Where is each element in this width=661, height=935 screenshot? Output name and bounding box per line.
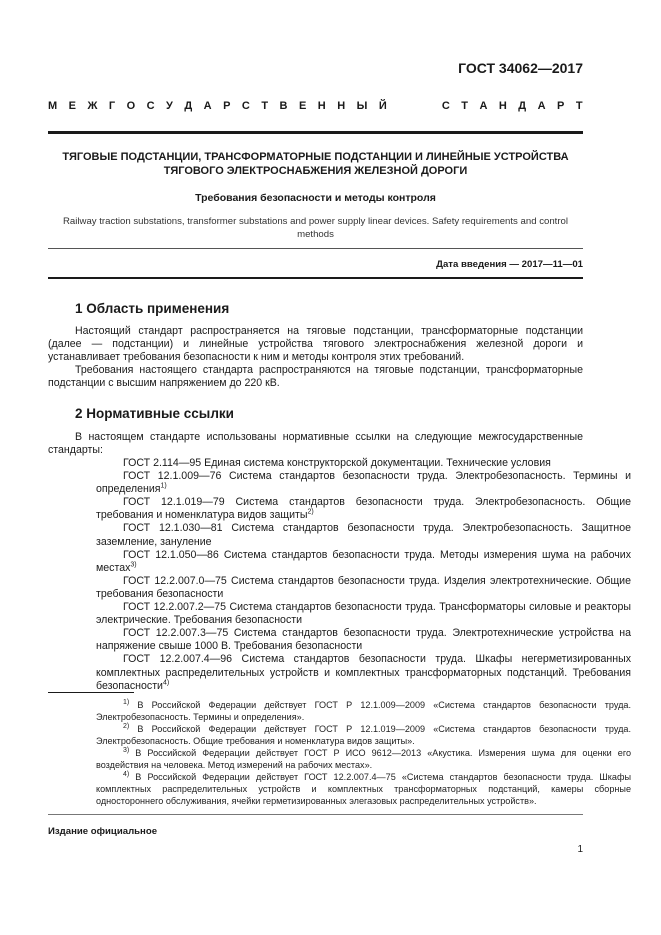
footer-rule <box>48 814 583 815</box>
interstate-letter: А <box>537 100 546 112</box>
title-rule <box>48 248 583 249</box>
footnote-1: $^{1)}$ В Российской Федерации действует ГОСТ Р 12.1.009—2009 «Система стандартов безопасности труда. Электробезопасность. Термины и определения». <box>96 698 631 722</box>
interstate-letter: Н <box>337 100 346 112</box>
reference-item: ГОСТ 12.2.007.3—75 Система стандартов безопасности труда. Электротехнические устройства на напряжение свыше 1000 В. Требования безопасности <box>96 627 631 653</box>
section-2-heading: 2 Нормативные ссылки <box>75 406 234 421</box>
interstate-letter: Т <box>461 100 468 112</box>
section-1-paragraph-1: Настоящий стандарт распространяется на тяговые подстанции, трансформаторные подстанции (далее — подстанции) и линейные устройства тягового электроснабжения железной дороги и устанавливает требования безопасности к ним и методы контроля этих требований. <box>48 325 583 364</box>
title-line-2: ТЯГОВОГО ЭЛЕКТРОСНАБЖЕНИЯ ЖЕЛЕЗНОЙ ДОРОГИ <box>163 165 468 177</box>
interstate-letter: С <box>241 100 250 112</box>
interstate-letter: Д <box>518 100 527 112</box>
interstate-letter: Н <box>498 100 507 112</box>
document-number: ГОСТ 34062—2017 <box>458 60 583 76</box>
introduction-date: Дата введения — 2017—11—01 <box>436 259 583 270</box>
reference-item: ГОСТ 12.2.007.2—75 Система стандартов безопасности труда. Трансформаторы силовые и реакторы электрические. Требования безопасности <box>96 601 631 627</box>
interstate-letter: Р <box>223 100 231 112</box>
interstate-letter: С <box>441 100 450 112</box>
page-number: 1 <box>577 844 583 855</box>
interstate-letter: Ы <box>356 100 368 112</box>
footnote-2: $^{2)}$ В Российской Федерации действует ГОСТ Р 12.1.019—2009 «Система стандартов безопасности труда. Электробезопасность. Общие требования и номенклатура видов защиты». <box>96 722 631 746</box>
footnote-rule <box>48 692 134 693</box>
reference-item: ГОСТ 12.1.019—79 Система стандартов безопасности труда. Электробезопасность. Общие требования и номенклатура видов защиты$^{2)}$ <box>96 496 631 522</box>
references-list <box>48 457 631 693</box>
interstate-letter <box>398 100 401 112</box>
reference-item: ГОСТ 2.114—95 Единая система конструкторской документации. Технические условия <box>123 457 551 469</box>
section-2-intro: В настоящем стандарте использованы нормативные ссылки на следующие межгосударственные стандарты: <box>48 431 583 457</box>
header-rule <box>48 131 583 134</box>
interstate-letter: Н <box>317 100 326 112</box>
document-subtitle: Требования безопасности и методы контроля <box>195 192 436 204</box>
interstate-letter: Д <box>184 100 193 112</box>
reference-item: ГОСТ 12.2.007.4—96 Система стандартов безопасности труда. Шкафы негерметизированных комплектных распределительных устройств и комплектных трансформаторных подстанций. Требования безопасности$^{4)}$ <box>96 653 631 692</box>
interstate-standard-label <box>48 100 583 112</box>
interstate-letter: А <box>203 100 212 112</box>
footnotes <box>48 698 631 807</box>
footnote-4: $^{4)}$ В Российской Федерации действует ГОСТ 12.2.007.4—75 «Система стандартов безопасности труда. Шкафы комплектных распределительных устройств и комплектных трансформаторных подстанций, камеры сборные одностороннего обслуживания, ячейки герметизированных элегазовых распределительных устройств». <box>96 770 631 806</box>
interstate-letter: Т <box>575 100 583 112</box>
date-rule <box>48 277 583 279</box>
interstate-letter <box>413 100 416 112</box>
interstate-letter: Е <box>68 100 76 112</box>
english-title: Railway traction substations, transformer substations and power supply linear devices. Safety requirements and control methods <box>63 216 568 240</box>
reference-item: ГОСТ 12.1.009—76 Система стандартов безопасности труда. Электробезопасность. Термины и определения$^{1)}$ <box>96 470 631 496</box>
interstate-letter: О <box>126 100 136 112</box>
interstate-letter: У <box>166 100 173 112</box>
interstate-letter: Й <box>378 100 387 112</box>
interstate-letter <box>427 100 430 112</box>
interstate-letter: Ж <box>87 100 98 112</box>
interstate-letter: Г <box>108 100 116 112</box>
section-1-paragraph-2: Требования настоящего стандарта распространяются на тяговые подстанции, трансформаторные подстанции с высшим напряжением до 220 кВ. <box>48 364 583 390</box>
reference-item: ГОСТ 12.1.030—81 Система стандартов безопасности труда. Электробезопасность. Защитное заземление, зануление <box>96 522 631 548</box>
reference-item: ГОСТ 12.2.007.0—75 Система стандартов безопасности труда. Изделия электротехнические. Общие требования безопасности <box>96 574 631 600</box>
interstate-letter: М <box>48 100 58 112</box>
footnote-3: $^{3)}$ В Российской Федерации действует ГОСТ Р ИСО 9612—2013 «Акустика. Измерения шума для оценки его воздействия на человека. Метод измерений на рабочих местах». <box>96 746 631 770</box>
interstate-letter: Т <box>261 100 269 112</box>
section-1-heading: 1 Область применения <box>75 301 230 316</box>
reference-item: ГОСТ 12.1.050—86 Система стандартов безопасности труда. Методы измерения шума на рабочих местах$^{3)}$ <box>96 548 631 574</box>
document-title <box>48 150 583 178</box>
title-line-1: ТЯГОВЫЕ ПОДСТАНЦИИ, ТРАНСФОРМАТОРНЫЕ ПОДСТАНЦИИ И ЛИНЕЙНЫЕ УСТРОЙСТВА <box>62 151 569 163</box>
interstate-letter: С <box>146 100 155 112</box>
interstate-letter: А <box>479 100 488 112</box>
interstate-letter: В <box>279 100 288 112</box>
interstate-letter: Р <box>557 100 565 112</box>
official-edition-label: Издание официальное <box>48 826 158 837</box>
interstate-letter: Е <box>298 100 307 112</box>
